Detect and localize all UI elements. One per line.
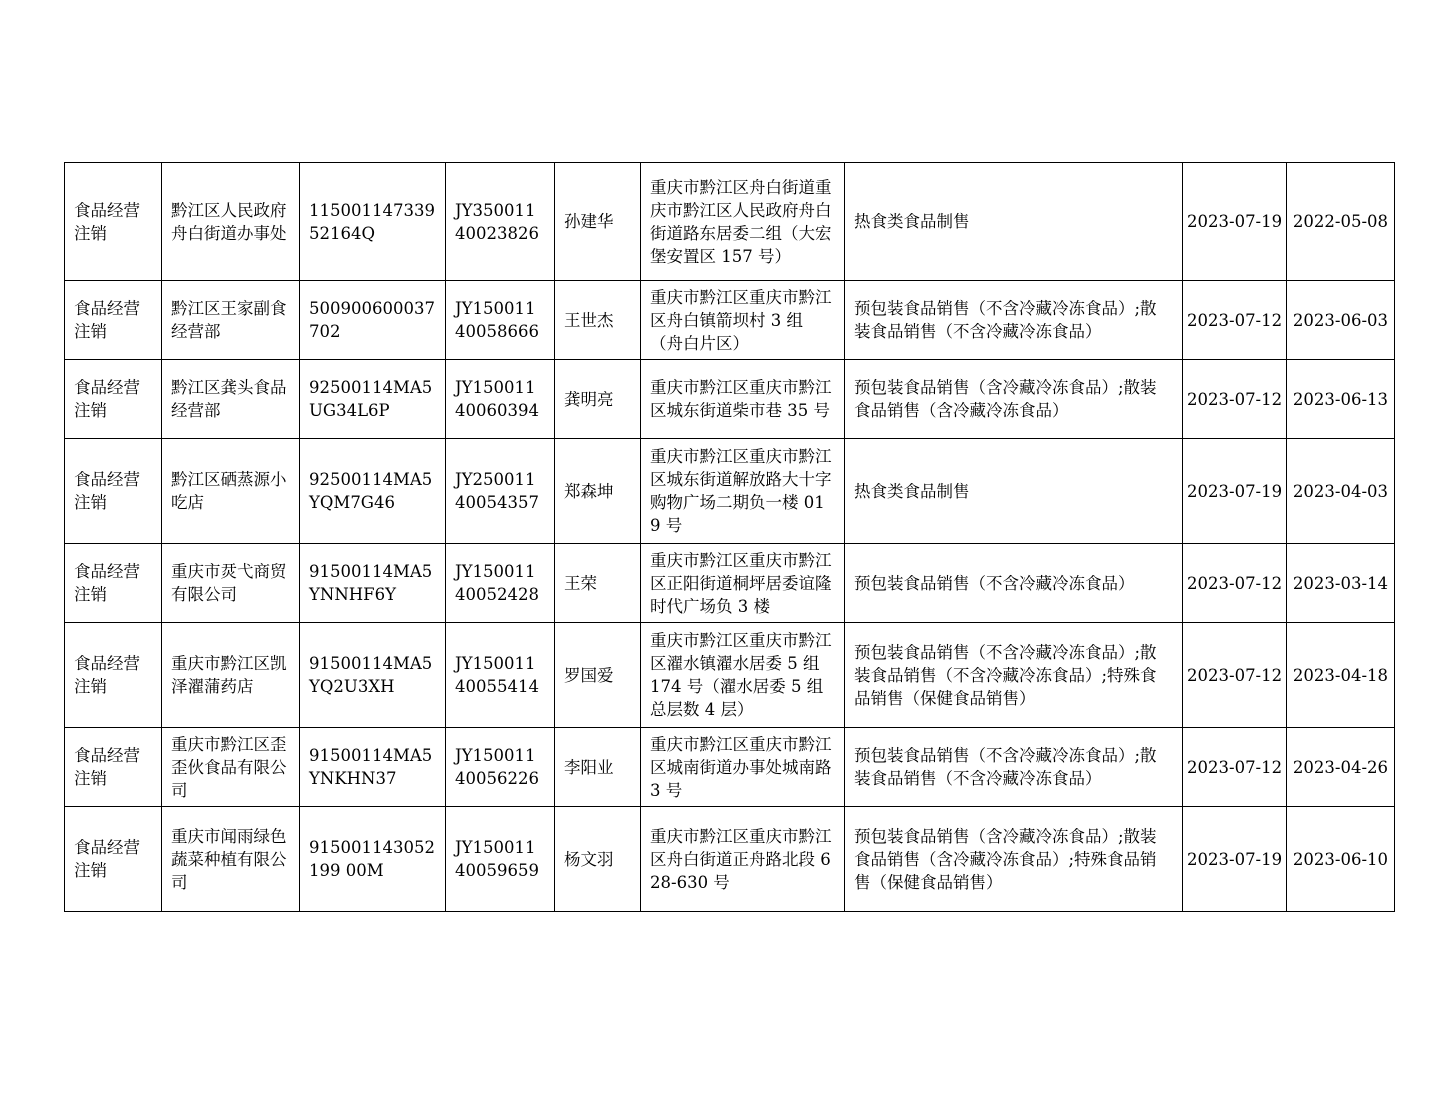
record-name: 重庆市烎弋商贸有限公司 [162, 544, 300, 623]
table-row [65, 439, 1395, 544]
record-date-2: 2023-06-13 [1287, 360, 1395, 439]
record-date-2: 2023-03-14 [1287, 544, 1395, 623]
record-scope: 预包装食品销售（不含冷藏冷冻食品） [845, 544, 1183, 623]
record-type: 食品经营注销 [65, 807, 162, 912]
record-address: 重庆市黔江区重庆市黔江区舟白镇箭坝村 3 组（舟白片区） [641, 281, 845, 360]
record-legal-person: 王荣 [555, 544, 641, 623]
record-address: 重庆市黔江区重庆市黔江区城东街道解放路大十字购物广场二期负一楼 019 号 [641, 439, 845, 544]
record-address: 重庆市黔江区舟白街道重庆市黔江区人民政府舟白街道路东居委二组（大宏堡安置区 157 号） [641, 163, 845, 281]
record-date-1: 2023-07-12 [1183, 544, 1287, 623]
record-name: 重庆市黔江区歪歪伙食品有限公司 [162, 728, 300, 807]
record-legal-person: 龚明亮 [555, 360, 641, 439]
table-row [65, 163, 1395, 281]
record-legal-person: 杨文羽 [555, 807, 641, 912]
record-legal-person: 郑森坤 [555, 439, 641, 544]
record-address: 重庆市黔江区重庆市黔江区城南街道办事处城南路 3 号 [641, 728, 845, 807]
record-license-no: JY35001140023826 [446, 163, 555, 281]
record-scope: 热食类食品制售 [845, 439, 1183, 544]
record-name: 黔江区硒蒸源小吃店 [162, 439, 300, 544]
record-address: 重庆市黔江区重庆市黔江区城东街道柴市巷 35 号 [641, 360, 845, 439]
record-address: 重庆市黔江区重庆市黔江区濯水镇濯水居委 5 组 174 号（濯水居委 5 组总层数 4 层） [641, 623, 845, 728]
record-license-no: JY15001140060394 [446, 360, 555, 439]
record-address: 重庆市黔江区重庆市黔江区正阳街道桐坪居委谊隆时代广场负 3 楼 [641, 544, 845, 623]
table-row [65, 807, 1395, 912]
record-scope: 预包装食品销售（不含冷藏冷冻食品）;散装食品销售（不含冷藏冷冻食品） [845, 728, 1183, 807]
record-credit-code: 92500114MA5UG34L6P [300, 360, 446, 439]
record-date-2: 2022-05-08 [1287, 163, 1395, 281]
record-date-2: 2023-06-10 [1287, 807, 1395, 912]
record-type: 食品经营注销 [65, 163, 162, 281]
record-date-1: 2023-07-12 [1183, 728, 1287, 807]
record-scope: 预包装食品销售（含冷藏冷冻食品）;散装食品销售（含冷藏冷冻食品）;特殊食品销售（保健食品销售） [845, 807, 1183, 912]
record-credit-code: 915001143052199 00M [300, 807, 446, 912]
record-credit-code: 92500114MA5YQM7G46 [300, 439, 446, 544]
table-row [65, 544, 1395, 623]
record-name: 黔江区龚头食品经营部 [162, 360, 300, 439]
record-date-2: 2023-04-18 [1287, 623, 1395, 728]
record-type: 食品经营注销 [65, 544, 162, 623]
record-scope: 预包装食品销售（不含冷藏冷冻食品）;散装食品销售（不含冷藏冷冻食品） [845, 281, 1183, 360]
record-scope: 预包装食品销售（含冷藏冷冻食品）;散装食品销售（含冷藏冷冻食品） [845, 360, 1183, 439]
record-type: 食品经营注销 [65, 439, 162, 544]
record-legal-person: 孙建华 [555, 163, 641, 281]
record-type: 食品经营注销 [65, 623, 162, 728]
record-type: 食品经营注销 [65, 728, 162, 807]
record-address: 重庆市黔江区重庆市黔江区舟白街道正舟路北段 628-630 号 [641, 807, 845, 912]
record-scope: 热食类食品制售 [845, 163, 1183, 281]
record-date-1: 2023-07-12 [1183, 281, 1287, 360]
record-date-2: 2023-06-03 [1287, 281, 1395, 360]
record-legal-person: 罗国爱 [555, 623, 641, 728]
record-name: 黔江区人民政府舟白街道办事处 [162, 163, 300, 281]
record-type: 食品经营注销 [65, 281, 162, 360]
record-license-no: JY15001140052428 [446, 544, 555, 623]
record-legal-person: 王世杰 [555, 281, 641, 360]
table-row [65, 728, 1395, 807]
record-license-no: JY25001140054357 [446, 439, 555, 544]
table-row [65, 360, 1395, 439]
record-legal-person: 李阳业 [555, 728, 641, 807]
record-name: 重庆市黔江区凯泽濯蒲药店 [162, 623, 300, 728]
record-license-no: JY15001140055414 [446, 623, 555, 728]
records-table-body [65, 163, 1395, 912]
record-date-2: 2023-04-26 [1287, 728, 1395, 807]
record-date-1: 2023-07-19 [1183, 163, 1287, 281]
record-date-1: 2023-07-19 [1183, 807, 1287, 912]
record-license-no: JY15001140056226 [446, 728, 555, 807]
table-row [65, 623, 1395, 728]
record-date-1: 2023-07-19 [1183, 439, 1287, 544]
record-type: 食品经营注销 [65, 360, 162, 439]
record-credit-code: 11500114733952164Q [300, 163, 446, 281]
record-date-1: 2023-07-12 [1183, 623, 1287, 728]
record-license-no: JY15001140058666 [446, 281, 555, 360]
table-row [65, 281, 1395, 360]
records-table [64, 162, 1395, 912]
record-credit-code: 91500114MA5YNKHN37 [300, 728, 446, 807]
record-date-2: 2023-04-03 [1287, 439, 1395, 544]
record-date-1: 2023-07-12 [1183, 360, 1287, 439]
record-credit-code: 91500114MA5YNNHF6Y [300, 544, 446, 623]
record-credit-code: 91500114MA5YQ2U3XH [300, 623, 446, 728]
record-credit-code: 500900600037702 [300, 281, 446, 360]
record-name: 重庆市闻雨绿色蔬菜种植有限公司 [162, 807, 300, 912]
record-name: 黔江区王家副食经营部 [162, 281, 300, 360]
record-scope: 预包装食品销售（不含冷藏冷冻食品）;散装食品销售（不含冷藏冷冻食品）;特殊食品销售（保健食品销售） [845, 623, 1183, 728]
record-license-no: JY15001140059659 [446, 807, 555, 912]
